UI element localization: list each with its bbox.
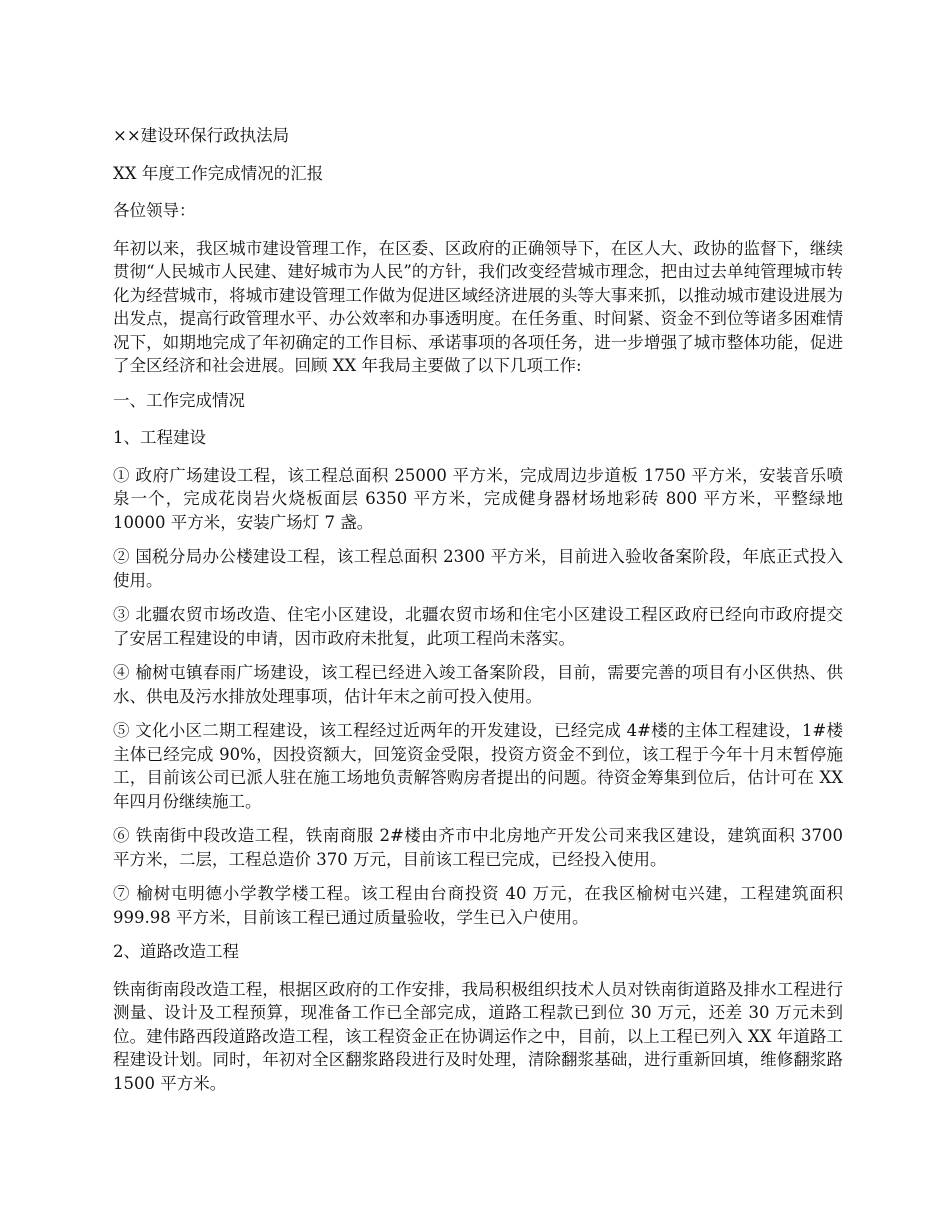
- salutation: 各位领导：: [113, 201, 196, 220]
- project-item: ① 政府广场建设工程，该工程总面积 25000 平方米，完成周边步道板 1750 平方米，安装音乐喷泉一个，完成花岗岩火烧板面层 6350 平方米，完成健身器材场地彩砖 800 平方米，平整绿地 10000 平方米，安装广场灯 7 盏。: [113, 465, 843, 532]
- project-item: ⑦ 榆树屯明德小学教学楼工程。该工程由台商投资 40 万元，在我区榆树屯兴建，工程建筑面积 999.98 平方米，目前该工程已通过质量验收，学生已入户使用。: [113, 884, 843, 927]
- subsection-heading: 1、工程建设: [113, 428, 206, 447]
- project-item: ⑤ 文化小区二期工程建设，该工程经过近两年的开发建设，已经完成 4#楼的主体工程建设，1#楼主体已经完成 90%，因投资额大，回笼资金受限，投资方资金不到位，该工程于今年十月末暂停施工，目前该公司已派人驻在施工场地负责解答购房者提出的问题。待资金筹集到位后，估计可在 XX 年四月份继续施工。: [113, 721, 843, 811]
- project-item: ⑥ 铁南街中段改造工程，铁南商服 2#楼由齐市中北房地产开发公司来我区建设，建筑面积 3700 平方米，二层，工程总造价 370 万元，目前该工程已完成，已经投入使用。: [113, 826, 843, 869]
- project-item: ④ 榆树屯镇春雨广场建设，该工程已经进入竣工备案阶段，目前，需要完善的项目有小区供热、供水、供电及污水排放处理事项，估计年末之前可投入使用。: [113, 663, 843, 706]
- document-title: XX 年度工作完成情况的汇报: [113, 163, 324, 183]
- project-item: ② 国税分局办公楼建设工程，该工程总面积 2300 平方米，目前进入验收备案阶段，年底正式投入使用。: [113, 547, 843, 590]
- road-paragraph: 铁南街南段改造工程，根据区政府的工作安排，我局积极组织技术人员对铁南街道路及排水工程进行测量、设计及工程预算，现准备工作已全部完成，道路工程款已到位 30 万元，还差 30 万元未到位。建伟路西段道路改造工程，该工程资金正在协调运作之中，目前，以上工程已列入 XX 年道路工程建设计划。同时，年初对全区翻浆路段进行及时处理，清除翻浆基础，进行重新回填，维修翻浆路 1500 平方米。: [113, 979, 843, 1093]
- subsection-heading: 2、道路改造工程: [113, 942, 239, 961]
- project-item: ③ 北疆农贸市场改造、住宅小区建设，北疆农贸市场和住宅小区建设工程区政府已经向市政府提交了安居工程建设的申请，因市政府未批复，此项工程尚未落实。: [113, 605, 843, 648]
- intro-paragraph: 年初以来，我区城市建设管理工作，在区委、区政府的正确领导下，在区人大、政协的监督下，继续贯彻“人民城市人民建、建好城市为人民”的方针，我们改变经营城市理念，把由过去单纯管理城市转化为经营城市，将城市建设管理工作做为促进区域经济进展的头等大事来抓，以推动城市建设进展为出发点，提高行政管理水平、办公效率和办事透明度。在任务重、时间紧、资金不到位等诸多困难情况下，如期地完成了年初确定的工作目标、承诺事项的各项任务，进一步增强了城市整体功能，促进了全区经济和社会进展。回顾 XX 年我局主要做了以下几项工作:: [113, 238, 843, 375]
- organization-name: ××建设环保行政执法局: [113, 126, 290, 145]
- document-page: [113, 124, 843, 1106]
- section-heading: 一、工作完成情况: [113, 390, 245, 410]
